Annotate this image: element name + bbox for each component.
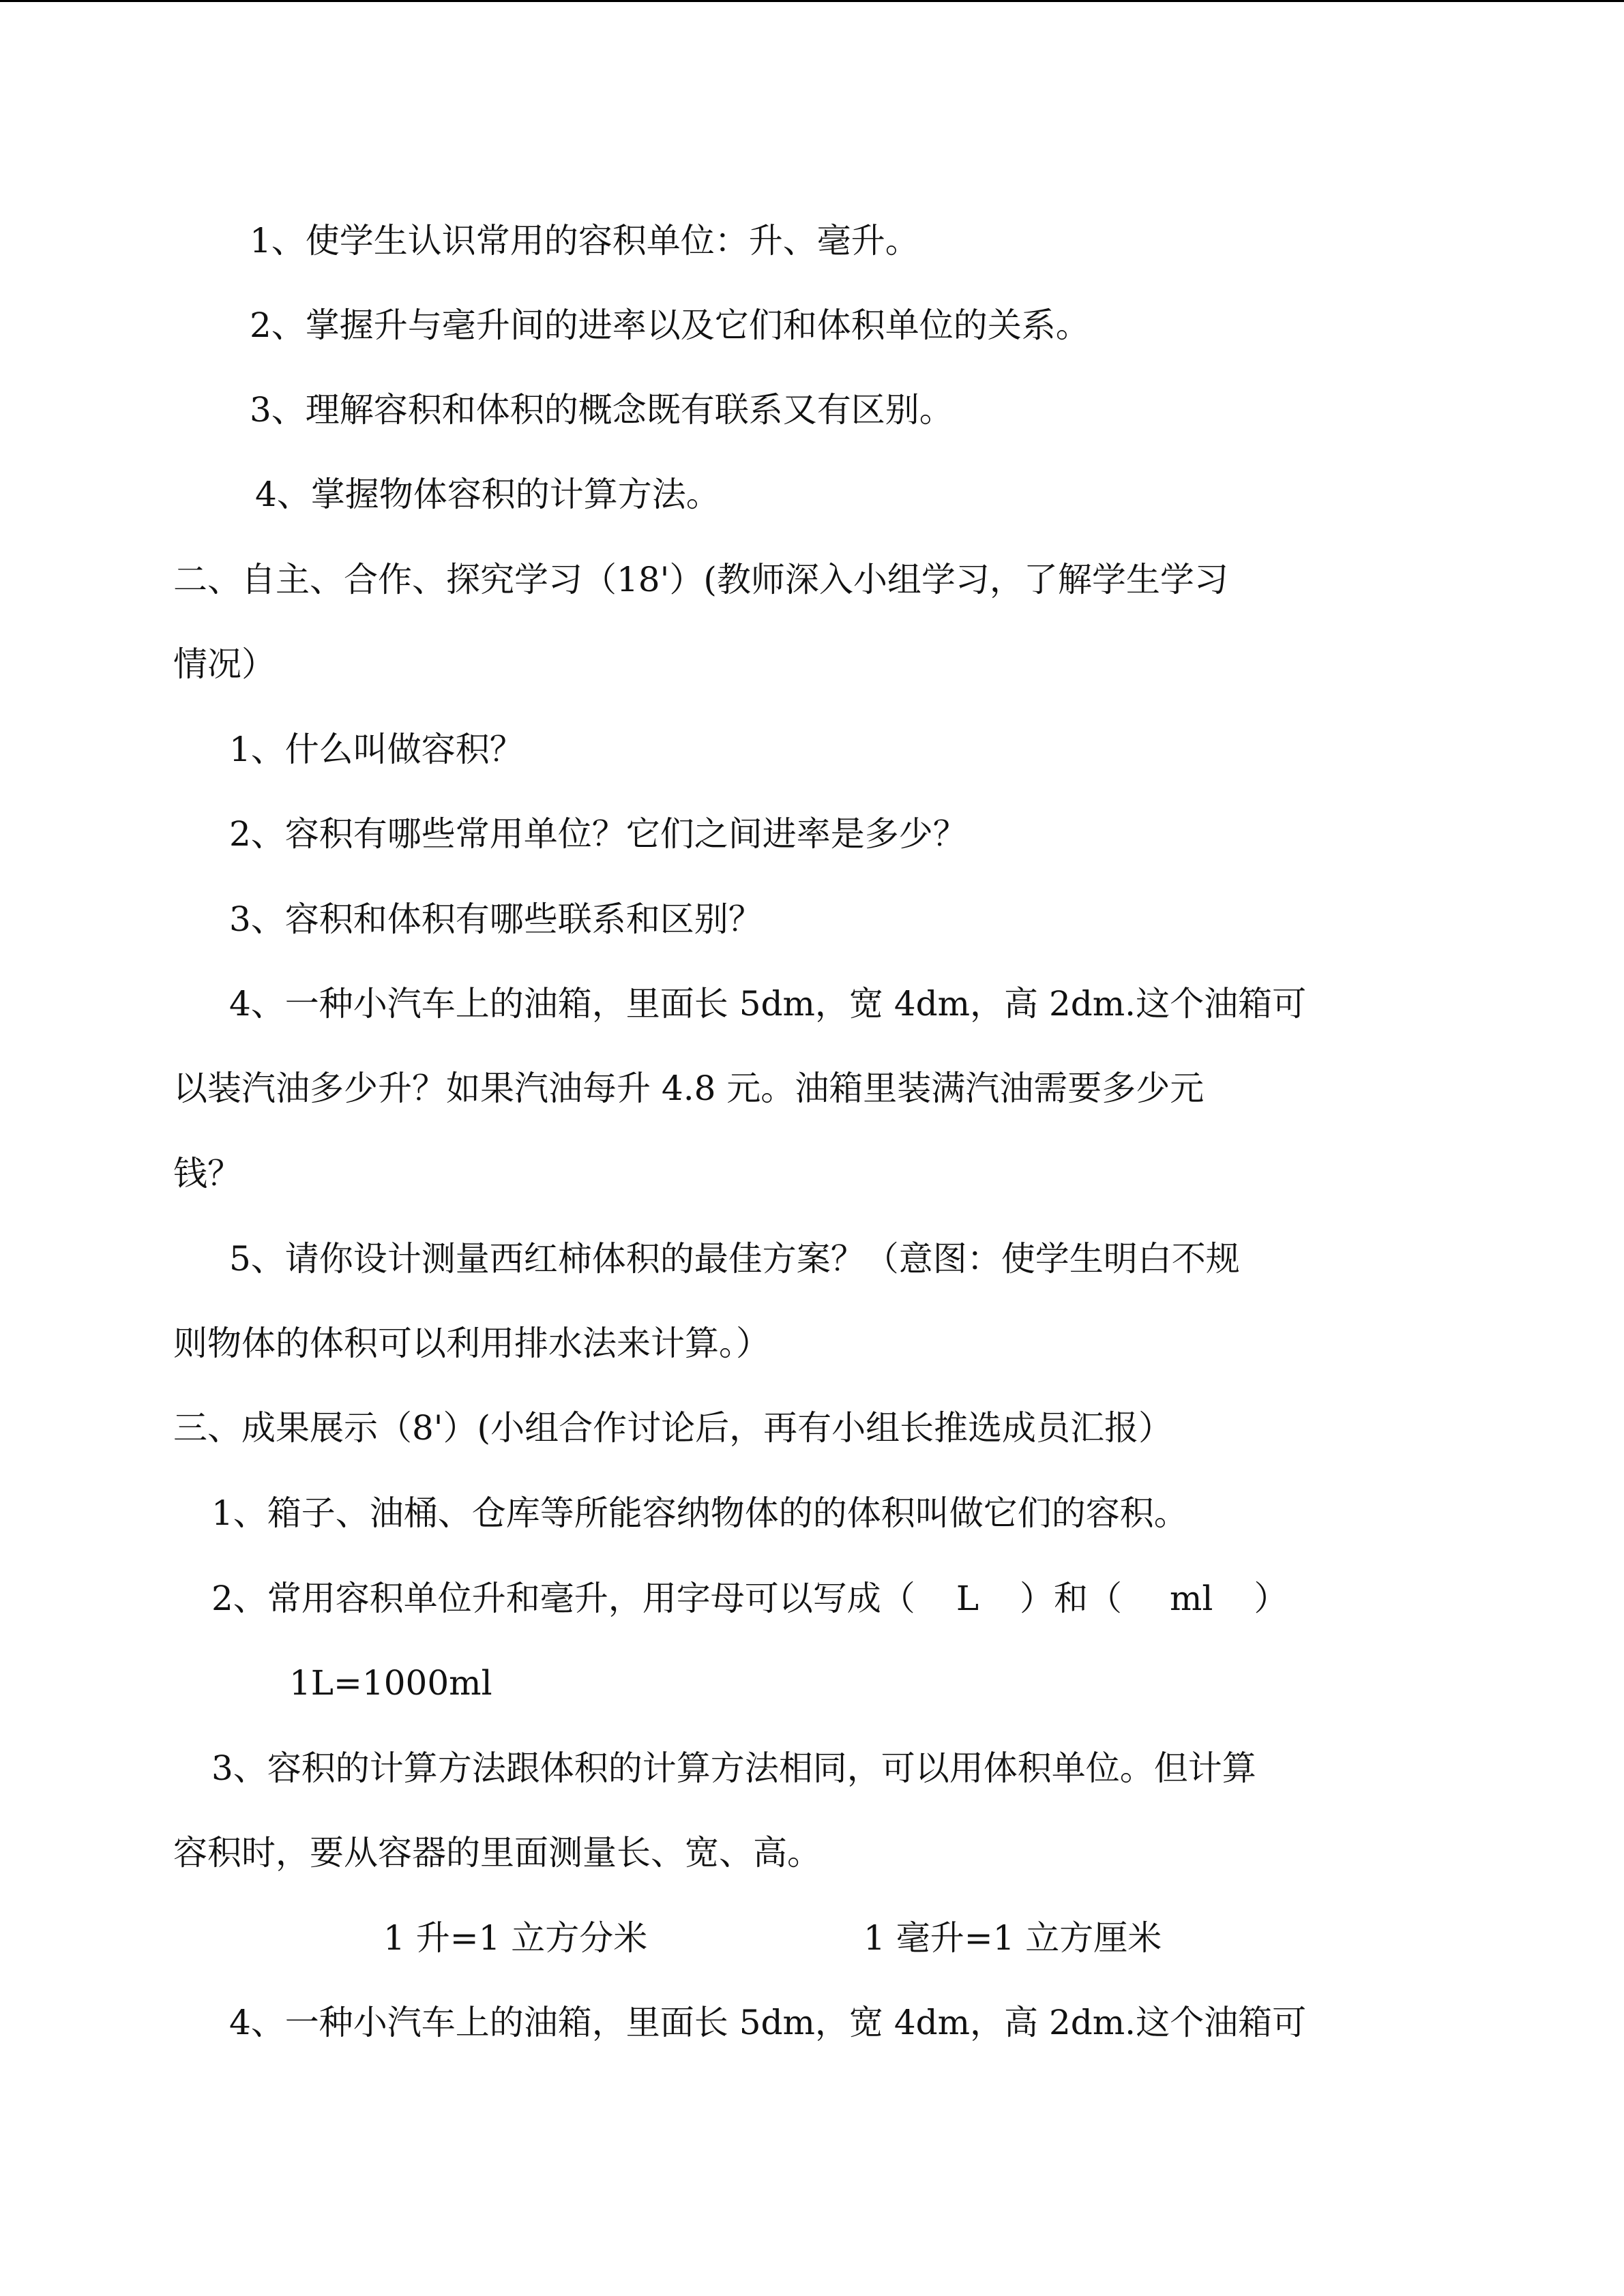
- answer-3-line2: 容积时，要从容器的里面测量长、宽、高。: [173, 1833, 821, 1873]
- answer-2-middle: ）和（: [1020, 1579, 1123, 1618]
- section2-heading-line2: 情况）: [173, 644, 276, 684]
- page-top-border: [0, 0, 1624, 2]
- equation-liter-cubic-decimeter: 1 升=1 立方分米: [383, 1918, 648, 1958]
- question-4-line2: 以装汽油多少升？如果汽油每升 4.8 元。油箱里装满汽油需要多少元: [173, 1069, 1205, 1108]
- question-4-line1: 4、一种小汽车上的油箱，里面长 5dm，宽 4dm，高 2dm.这个油箱可: [229, 984, 1307, 1024]
- question-1: 1、什么叫做容积？: [229, 730, 524, 769]
- goal-4: 4、掌握物体容积的计算方法。: [255, 475, 720, 514]
- answer-2-suffix: ）: [1254, 1579, 1288, 1618]
- question-5-line2: 则物体的体积可以利用排水法来计算。）: [173, 1324, 770, 1363]
- question-3: 3、容积和体积有哪些联系和区别？: [229, 899, 763, 939]
- answer-2-blank-liter: L: [956, 1579, 979, 1618]
- section2-heading-line1: 二、自主、合作、探究学习（18'）(教师深入小组学习，了解学生学习: [173, 560, 1228, 599]
- question-5-line1: 5、请你设计测量西红柿体积的最佳方案？（意图：使学生明白不规: [229, 1239, 1240, 1279]
- answer-4-line1: 4、一种小汽车上的油箱，里面长 5dm，宽 4dm，高 2dm.这个油箱可: [229, 2003, 1307, 2042]
- equation-milliliter-cubic-centimeter: 1 毫升=1 立方厘米: [863, 1918, 1162, 1958]
- goal-3: 3、理解容积和体积的概念既有联系又有区别。: [250, 390, 954, 430]
- answer-2-blank-milliliter: ml: [1170, 1579, 1213, 1618]
- liter-milliliter-conversion: 1L=1000ml: [289, 1663, 492, 1703]
- goal-1: 1、使学生认识常用的容积单位：升、毫升。: [250, 221, 919, 260]
- question-4-line3: 钱？: [173, 1154, 241, 1193]
- goal-2: 2、掌握升与毫升间的进率以及它们和体积单位的关系。: [250, 305, 1090, 345]
- question-2: 2、容积有哪些常用单位？它们之间进率是多少？: [229, 814, 967, 854]
- answer-3-line1: 3、容积的计算方法跟体积的计算方法相同，可以用体积单位。但计算: [211, 1748, 1256, 1788]
- answer-2-prefix: 2、常用容积单位升和毫升，用字母可以写成（: [211, 1579, 915, 1618]
- section3-heading: 三、成果展示（8'）(小组合作讨论后，再有小组长推选成员汇报）: [173, 1408, 1173, 1448]
- answer-2: [211, 1579, 1288, 1618]
- answer-1: 1、箱子、油桶、仓库等所能容纳物体的的体积叫做它们的容积。: [211, 1493, 1188, 1533]
